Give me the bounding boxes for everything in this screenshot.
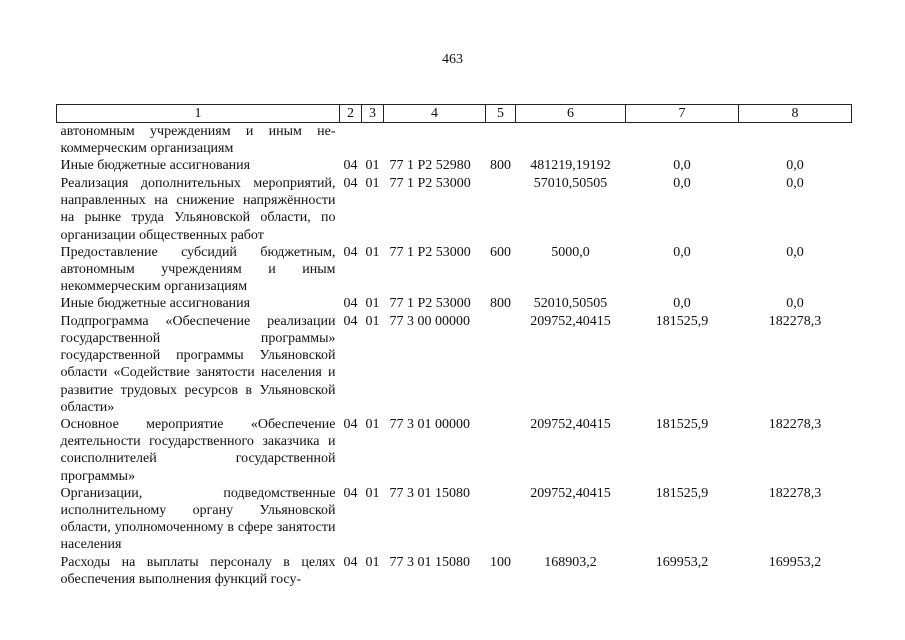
row-target-article-cell: 77 3 00 00000 [389,313,470,329]
row-section-cell [340,123,362,158]
row-amount-col6-cell: 209752,40415 [530,485,611,501]
row-target-article-cell: 77 1 P2 53000 [389,244,471,260]
row-target-article-cell: 77 1 P2 52980 [389,158,471,174]
row-subsection-cell: 01 [365,485,380,501]
row-amount-col8-cell: 182278,3 [768,485,822,501]
row-expense-type-cell: 600 [490,244,511,260]
row-amount-col6-cell: 57010,50505 [533,175,608,191]
row-expense-type-cell [486,313,516,416]
budget-table [56,104,852,588]
budget-table-container [56,104,851,588]
row-target-article-cell: 77 3 01 15080 [389,485,470,501]
table-row [57,295,852,313]
row-expense-type-cell: 800 [490,158,511,174]
row-subsection-cell: 01 [365,244,380,260]
row-subsection-cell: 01 [365,158,380,174]
row-subsection-cell: 01 [365,296,380,312]
row-name-cell: Основное мероприятие «Обеспечение деятельности государственного заказчика и соисполнителей государственной программы» [60,417,336,484]
row-amount-col7-cell: 0,0 [673,296,691,312]
row-expense-type-cell: 800 [490,296,511,312]
row-amount-col6-cell: 52010,50505 [533,296,608,312]
table-row [57,554,852,588]
row-amount-col7-cell: 0,0 [673,158,691,174]
row-section-cell: 04 [343,296,358,312]
row-expense-type-cell: 100 [490,554,511,570]
row-amount-col6-cell: 481219,19192 [530,158,611,174]
row-expense-type-cell [486,123,516,158]
header-col-4: 4 [384,105,486,123]
row-amount-col6-cell [516,123,626,158]
row-amount-col7-cell [626,123,739,158]
row-name-cell: Организации, подведомственные исполнительному органу Ульяновской области, уполномоченному в сфере занятости населения [60,485,336,553]
row-amount-col8-cell: 0,0 [786,158,804,174]
table-row [57,244,852,296]
header-col-5: 5 [486,105,516,123]
header-col-3: 3 [362,105,384,123]
header-col-7: 7 [626,105,739,123]
row-target-article-cell: 77 1 P2 53000 [389,175,471,191]
row-section-cell: 04 [343,417,358,433]
row-name-cell: Предоставление субсидий бюджетным, автономным учреждениям и иным некоммерческим организациям [60,244,336,295]
row-subsection-cell [362,123,384,158]
row-name-cell: Иные бюджетные ассигнования [60,158,251,174]
header-col-1: 1 [57,105,340,123]
row-amount-col6-cell: 209752,40415 [530,417,611,433]
row-amount-col7-cell: 169953,2 [655,554,709,570]
row-subsection-cell: 01 [365,313,380,329]
row-section-cell: 04 [343,158,358,174]
table-row [57,157,852,175]
row-target-article-cell: 77 3 01 15080 [389,554,470,570]
row-amount-col8-cell: 182278,3 [768,313,822,329]
row-amount-col8-cell: 0,0 [786,175,804,191]
table-row [57,313,852,416]
row-target-article-cell: 77 3 01 00000 [389,417,470,433]
row-amount-col8-cell [739,123,852,158]
row-amount-col8-cell: 169953,2 [768,554,822,570]
row-section-cell: 04 [343,485,358,501]
row-amount-col7-cell: 0,0 [673,175,691,191]
row-subsection-cell: 01 [365,175,380,191]
header-col-2: 2 [340,105,362,123]
table-row [57,123,852,158]
row-amount-col8-cell: 0,0 [786,244,804,260]
row-amount-col6-cell: 168903,2 [544,554,597,570]
row-section-cell: 04 [343,313,358,329]
header-col-8: 8 [739,105,852,123]
row-amount-col8-cell: 0,0 [786,296,804,312]
header-col-6: 6 [516,105,626,123]
row-expense-type-cell [486,175,516,244]
row-section-cell: 04 [343,554,358,570]
page-number: 463 [442,52,463,67]
row-amount-col7-cell: 181525,9 [655,313,709,329]
row-target-article-cell [384,123,486,158]
table-row [57,416,852,485]
row-amount-col6-cell: 5000,0 [551,244,590,260]
row-name-cell: автономным учреждениям и иным не-коммерческим организациям [60,124,336,157]
table-row [57,175,852,244]
row-subsection-cell: 01 [365,417,380,433]
row-expense-type-cell [486,416,516,485]
table-row [57,485,852,554]
row-section-cell: 04 [343,175,358,191]
row-amount-col8-cell: 182278,3 [768,417,822,433]
row-target-article-cell: 77 1 P2 53000 [389,296,471,312]
row-amount-col7-cell: 181525,9 [655,485,709,501]
row-section-cell: 04 [343,244,358,260]
row-name-cell: Реализация дополнительных мероприятий, направленных на снижение напряжённости на рынке труда Ульяновской области, по организации общественных работ [60,175,336,243]
row-name-cell: Расходы на выплаты персоналу в целях обеспечения выполнения функций госу- [60,554,336,587]
row-subsection-cell: 01 [365,554,380,570]
row-expense-type-cell [486,485,516,554]
header-row [57,105,852,123]
row-amount-col7-cell: 0,0 [673,244,691,260]
row-name-cell: Подпрограмма «Обеспечение реализации государственной программы» государственной программы Ульяновской области «Содействие занятости населения и развитие трудовых ресурсов в Ульяновской области» [60,313,336,415]
row-amount-col7-cell: 181525,9 [655,417,709,433]
row-amount-col6-cell: 209752,40415 [530,313,611,329]
row-name-cell: Иные бюджетные ассигнования [60,296,251,312]
